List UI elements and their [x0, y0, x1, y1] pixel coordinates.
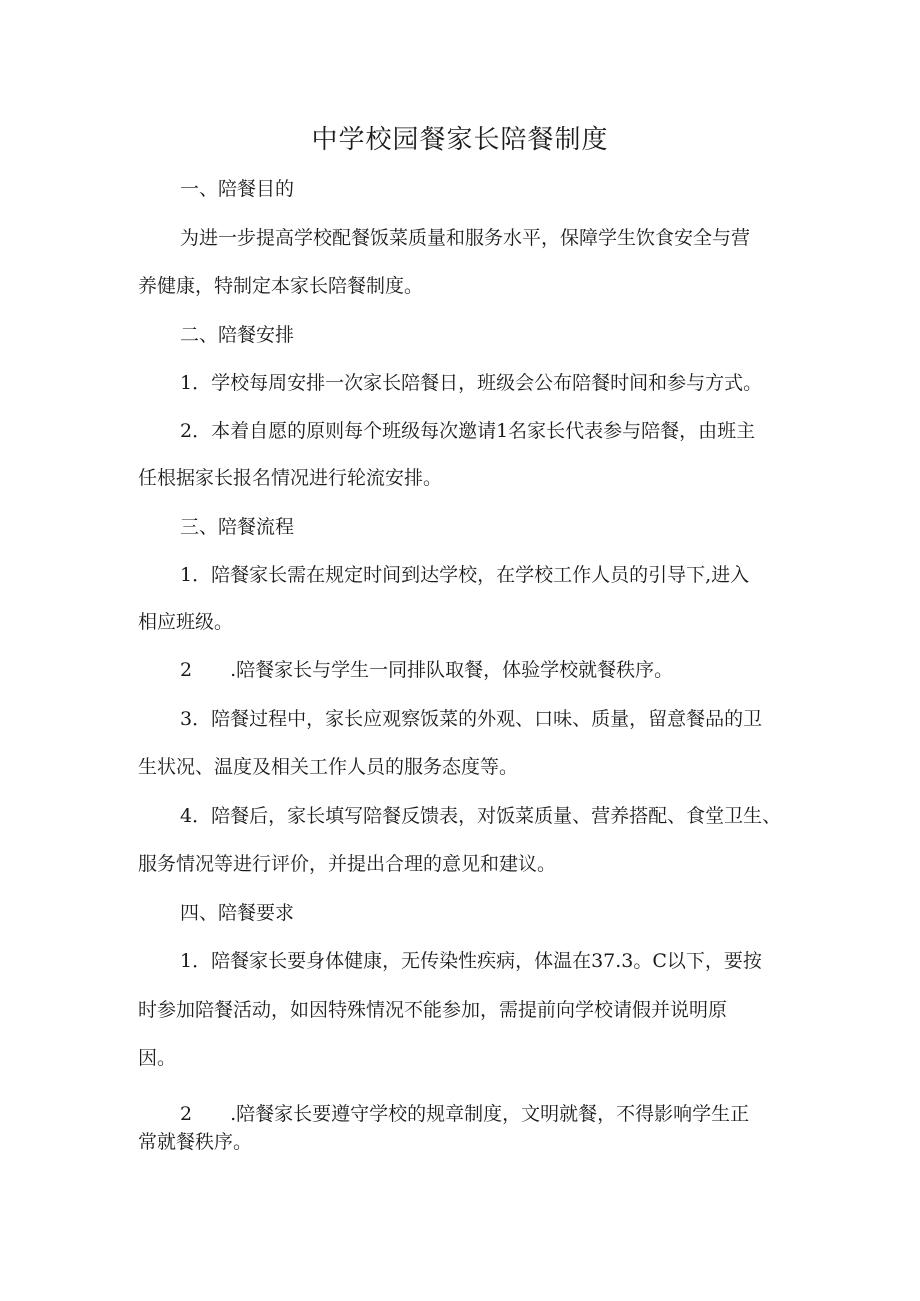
list-item-line: 3．陪餐过程中，家长应观察饭菜的外观、口味、质量，留意餐品的卫: [180, 708, 763, 730]
section-heading-purpose: 一、陪餐目的: [180, 178, 295, 200]
section-heading-procedure: 三、陪餐流程: [180, 516, 295, 538]
list-item-line: 2 .陪餐家长与学生一同排队取餐，体验学校就餐秩序。: [180, 659, 674, 681]
list-item-line: 相应班级。: [138, 611, 234, 633]
list-item-line: 1．陪餐家长要身体健康，无传染性疾病，体温在37.3。C以下，要按: [180, 950, 762, 972]
section-heading-arrangement: 二、陪餐安排: [180, 324, 295, 346]
list-item-line: 常就餐秩序。: [138, 1131, 253, 1153]
list-item-line: 1．陪餐家长需在规定时间到达学校，在学校工作人员的引导下,进入: [180, 564, 750, 586]
section-heading-requirements: 四、陪餐要求: [180, 902, 295, 924]
document-title: 中学校园餐家长陪餐制度: [311, 125, 609, 155]
list-item-line: 1．学校每周安排一次家长陪餐日，班级会公布陪餐时间和参与方式。: [180, 372, 763, 394]
list-item-line: 生状况、温度及相关工作人员的服务态度等。: [138, 756, 519, 778]
list-item-line: 2．本着自愿的原则每个班级每次邀请1名家长代表参与陪餐，由班主: [180, 420, 756, 442]
list-item-line: 服务情况等进行评价，并提出合理的意见和建议。: [138, 853, 557, 875]
list-item-line: 2 .陪餐家长要遵守学校的规章制度，文明就餐，不得影响学生正: [180, 1103, 750, 1125]
list-item-line: 因。: [138, 1047, 177, 1069]
paragraph-line: 为进一步提高学校配餐饭菜质量和服务水平，保障学生饮食安全与营: [180, 227, 751, 249]
list-item-line: 任根据家长报名情况进行轮流安排。: [138, 467, 443, 489]
list-item-line: 时参加陪餐活动，如因特殊情况不能参加，需提前向学校请假并说明原: [138, 999, 728, 1021]
paragraph-line: 养健康，特制定本家长陪餐制度。: [138, 275, 424, 297]
list-item-line: 4．陪餐后，家长填写陪餐反馈表，对饭菜质量、营养搭配、食堂卫生、: [180, 805, 782, 827]
